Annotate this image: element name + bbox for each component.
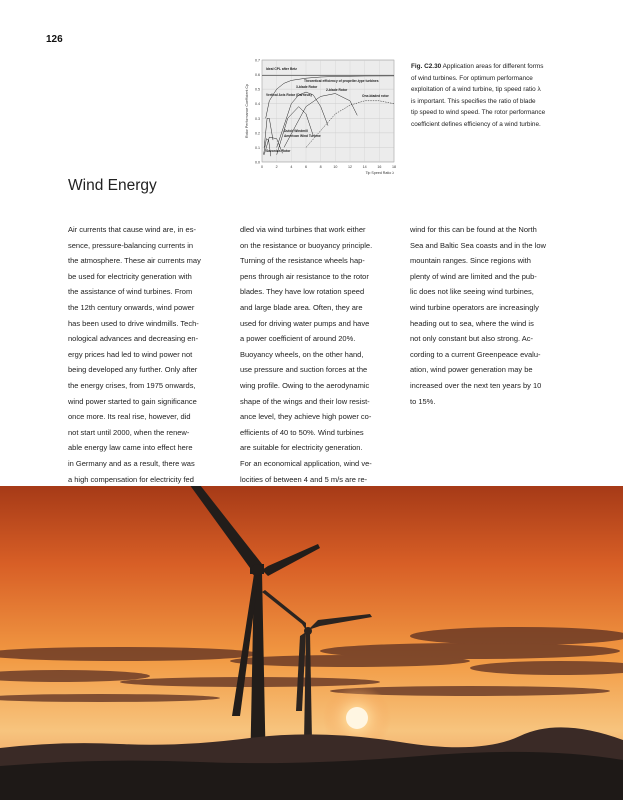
y-tick-label: 0.0 xyxy=(255,160,260,165)
performance-chart xyxy=(244,56,400,184)
body-text-line: not start until 2000, when the renew- xyxy=(68,427,190,437)
body-text-line: increased over the next ten years by 10 xyxy=(410,380,542,390)
caption-line: tip speed to wind speed. The rotor performance xyxy=(411,109,546,117)
x-tick-label: 4 xyxy=(290,165,293,169)
body-text-line: For an economical application, wind ve- xyxy=(240,458,372,468)
body-text-line: nological advances and decreasing en- xyxy=(68,334,199,344)
body-text-line: in Germany and as a result, there was xyxy=(68,458,195,468)
body-text-line: and large blade area. Often, they are xyxy=(240,302,363,312)
x-tick-label: 14 xyxy=(362,165,367,169)
sun xyxy=(346,707,368,729)
body-text-line: sence, pressure-balancing currents in xyxy=(68,240,194,250)
body-text-line: the 12th century onwards, wind power xyxy=(68,302,195,312)
body-text-line: on the resistance or buoyancy principle. xyxy=(240,240,373,250)
body-text-line: Air currents that cause wind are, in es- xyxy=(68,225,196,234)
caption-line: of wind turbines. For optimum performance xyxy=(411,74,533,82)
body-text-line: wind for this can be found at the North xyxy=(410,225,537,234)
body-text-line: lic does not like seeing wind turbines, xyxy=(410,287,534,297)
caption-line: coefficient defines efficiency of a wind turbine. xyxy=(411,120,541,128)
caption-line: Application areas for different forms xyxy=(442,63,544,70)
body-text-line: Turning of the resistance wheels hap- xyxy=(240,256,365,266)
body-text-line: not only constant but also strong. Ac- xyxy=(410,334,533,344)
body-text-line: cording to a current Greenpeace evalu- xyxy=(410,349,541,359)
body-text-line: are suitable for electricity generation. xyxy=(240,443,363,453)
body-text-line: the atmosphere. These air currents may xyxy=(68,256,201,266)
x-tick-label: 2 xyxy=(275,165,278,169)
chart-annotation: American Wind Turbine xyxy=(284,134,321,138)
chart-annotation: Vertical Axis Rotor (Darrieus) xyxy=(266,93,312,97)
body-text-line: the energy crises, from 1975 onwards, xyxy=(68,380,196,390)
wind-turbine-photo xyxy=(0,486,623,800)
chart-annotation: Savonius Rotor xyxy=(266,149,291,153)
caption-line: exploitation of a wind turbine, tip speed ratio λ xyxy=(411,86,541,94)
sunset-photo-svg xyxy=(0,486,623,800)
x-tick-label: 8 xyxy=(319,165,322,169)
body-text-line: able energy law came into effect here xyxy=(68,443,193,453)
body-text-line: ation, wind power generation may be xyxy=(410,365,533,375)
x-tick-label: 18 xyxy=(392,165,396,169)
body-text-line: plenty of wind are limited and the pub- xyxy=(410,271,537,281)
chart-annotation: Ideal CPL after Betz xyxy=(266,67,297,71)
body-text-line: efficients of 40 to 50%. Wind turbines xyxy=(240,427,364,437)
body-text-line: to 15%. xyxy=(410,396,436,406)
x-tick-label: 16 xyxy=(377,165,382,169)
body-text-line: has been used to drive windmills. Tech- xyxy=(68,318,199,328)
body-text-line: locities of between 4 and 5 m/s are re- xyxy=(240,474,368,484)
chart-annotation: One-bladed rotor xyxy=(362,94,389,98)
chart-annotation: Theoretical efficiency of propeller-type turbines xyxy=(304,79,379,83)
x-tick-label: 6 xyxy=(305,165,307,169)
body-text-line: heading out to sea, where the wind is xyxy=(410,318,534,328)
chart-annotation: 2-blade Rotor xyxy=(326,88,348,92)
chart-svg xyxy=(244,56,400,184)
y-tick-label: 0.6 xyxy=(255,73,260,78)
body-text-line: the assistance of wind turbines. From xyxy=(68,287,193,297)
section-title: Wind Energy xyxy=(68,177,157,194)
body-text-line: use pressure and suction forces at the xyxy=(240,365,368,375)
figure-caption xyxy=(411,61,586,131)
body-text-line: blades. They have low rotation speed xyxy=(240,287,365,297)
text-column-2 xyxy=(240,222,406,503)
y-axis-label: Rotor Performance Coefficient Cp xyxy=(245,84,249,138)
body-text-line: mountain ranges. Since regions with xyxy=(410,256,531,266)
body-text-line: being developed any further. Only after xyxy=(68,365,198,375)
body-text-line: dled via wind turbines that work either xyxy=(240,225,366,234)
body-text-line: once more. Its real rise, however, did xyxy=(68,412,191,422)
x-axis-label: Tip Speed Ratio λ xyxy=(365,171,394,175)
body-text-line: wind turbine operators are increasingly xyxy=(410,302,539,312)
body-text-line: be used for electricity generation with xyxy=(68,271,192,281)
text-column-1 xyxy=(68,222,234,503)
y-tick-label: 0.1 xyxy=(255,145,260,150)
text-column-3 xyxy=(410,222,576,409)
body-text-line: Sea and Baltic Sea coasts and in the low xyxy=(410,240,546,250)
body-text-line: a power coefficient of around 20%. xyxy=(240,334,356,344)
y-tick-label: 0.7 xyxy=(255,58,260,63)
caption-line: is important. This specifies the ratio of blade xyxy=(411,97,536,105)
y-tick-label: 0.4 xyxy=(255,102,260,107)
body-text-line: wing profile. Owing to the aerodynamic xyxy=(240,380,370,390)
body-text-line: ance level, they achieve high power co- xyxy=(240,412,372,422)
body-text-line: pens through air resistance to the rotor xyxy=(240,271,369,281)
y-tick-label: 0.5 xyxy=(255,87,260,92)
body-text-line: wind power started to gain significance xyxy=(68,396,197,406)
y-tick-label: 0.2 xyxy=(255,131,260,136)
x-tick-label: 0 xyxy=(261,165,263,169)
body-text-line: used for driving water pumps and have xyxy=(240,318,370,328)
x-tick-label: 12 xyxy=(348,165,352,169)
body-text-line: a high compensation for electricity fed xyxy=(68,474,194,484)
x-tick-label: 10 xyxy=(333,165,338,169)
chart-annotation: 3-blade Rotor xyxy=(296,85,318,89)
page-number: 126 xyxy=(46,34,63,45)
body-text-line: ergy prices had led to wind power not xyxy=(68,349,193,359)
body-text-line: Buoyancy wheels, on the other hand, xyxy=(240,349,364,359)
y-tick-label: 0.3 xyxy=(255,116,260,121)
body-text-line: shape of the wings and their low resist- xyxy=(240,396,370,406)
caption-label: Fig. C2.30 xyxy=(411,63,442,70)
chart-annotation: Dutch Windmill xyxy=(284,129,308,133)
